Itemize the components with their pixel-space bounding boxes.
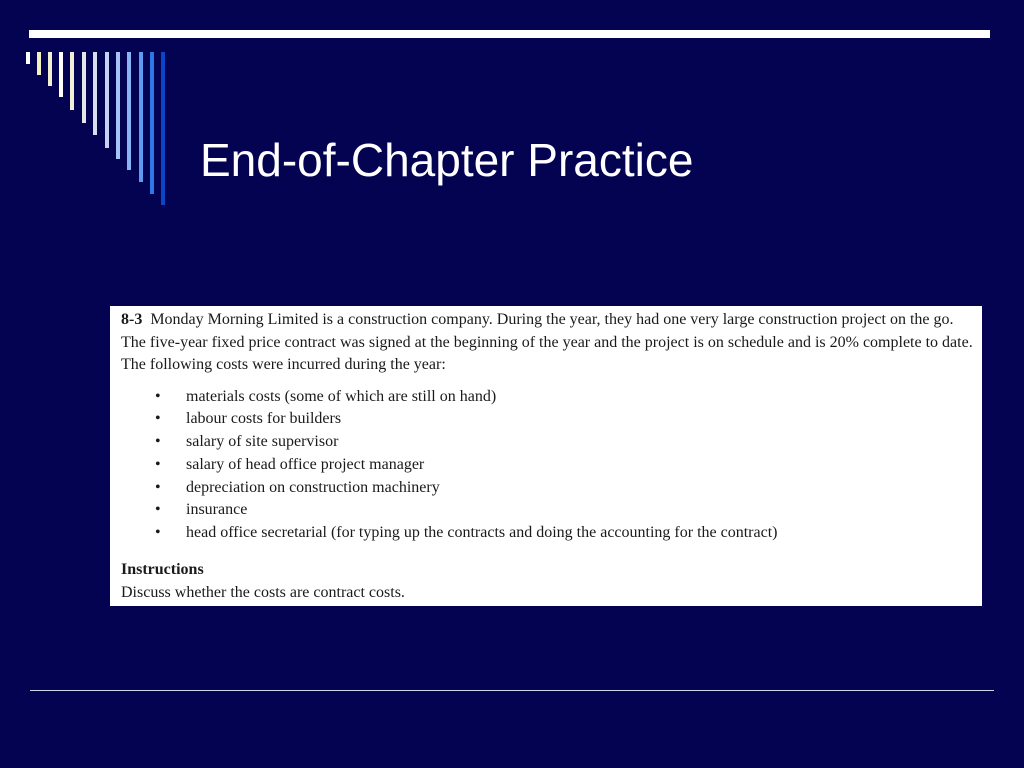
- stripe: [139, 52, 143, 182]
- list-item: [121, 431, 976, 454]
- bullet-icon: •: [155, 478, 161, 496]
- stripe: [93, 52, 97, 135]
- bullet-icon: •: [155, 501, 161, 519]
- stripe: [127, 52, 131, 170]
- bullet-icon: •: [155, 410, 161, 428]
- instructions-text: Discuss whether the costs are contract costs.: [121, 583, 405, 601]
- stripe: [48, 52, 52, 86]
- stripe: [70, 52, 74, 110]
- stripe: [82, 52, 86, 123]
- cost-item-text: salary of site supervisor: [186, 433, 339, 451]
- cost-item-text: head office secretarial (for typing up the contracts and doing the accounting for the contract): [186, 524, 778, 542]
- stripe: [116, 52, 120, 159]
- cost-list: [121, 386, 976, 546]
- cost-item-text: labour costs for builders: [186, 410, 342, 428]
- cost-item-text: insurance: [186, 501, 248, 519]
- instructions-heading: Instructions: [121, 561, 204, 579]
- list-item: [121, 499, 976, 522]
- stripe: [59, 52, 63, 97]
- cost-item-text: salary of head office project manager: [186, 455, 425, 473]
- problem-intro-text: Monday Morning Limited is a construction company. During the year, they had one very large construction project on the go. The five-year fixed price contract was signed at the beginning of the year and the project is on schedule and is 20% complete to date. The following costs were incurred during the year:: [121, 311, 973, 373]
- decorative-stripes: [0, 0, 180, 210]
- stripe: [105, 52, 109, 148]
- stripe: [150, 52, 154, 194]
- problem-number: 8-3: [121, 311, 143, 328]
- bullet-icon: •: [155, 387, 161, 405]
- problem-box: [110, 306, 982, 606]
- bullet-icon: •: [155, 524, 161, 542]
- cost-item-text: depreciation on construction machinery: [186, 478, 440, 496]
- cost-item-text: materials costs (some of which are still on hand): [186, 387, 497, 405]
- list-item: [121, 522, 976, 545]
- bullet-icon: •: [155, 455, 161, 473]
- problem-intro: [121, 309, 976, 377]
- bottom-rule: [30, 690, 994, 691]
- stripe: [37, 52, 41, 75]
- stripe: [26, 52, 30, 64]
- bullet-icon: •: [155, 433, 161, 451]
- list-item: [121, 386, 976, 409]
- list-item: [121, 454, 976, 477]
- list-item: [121, 477, 976, 500]
- list-item: [121, 408, 976, 431]
- stripe: [161, 52, 165, 205]
- slide-title: End-of-Chapter Practice: [200, 134, 694, 186]
